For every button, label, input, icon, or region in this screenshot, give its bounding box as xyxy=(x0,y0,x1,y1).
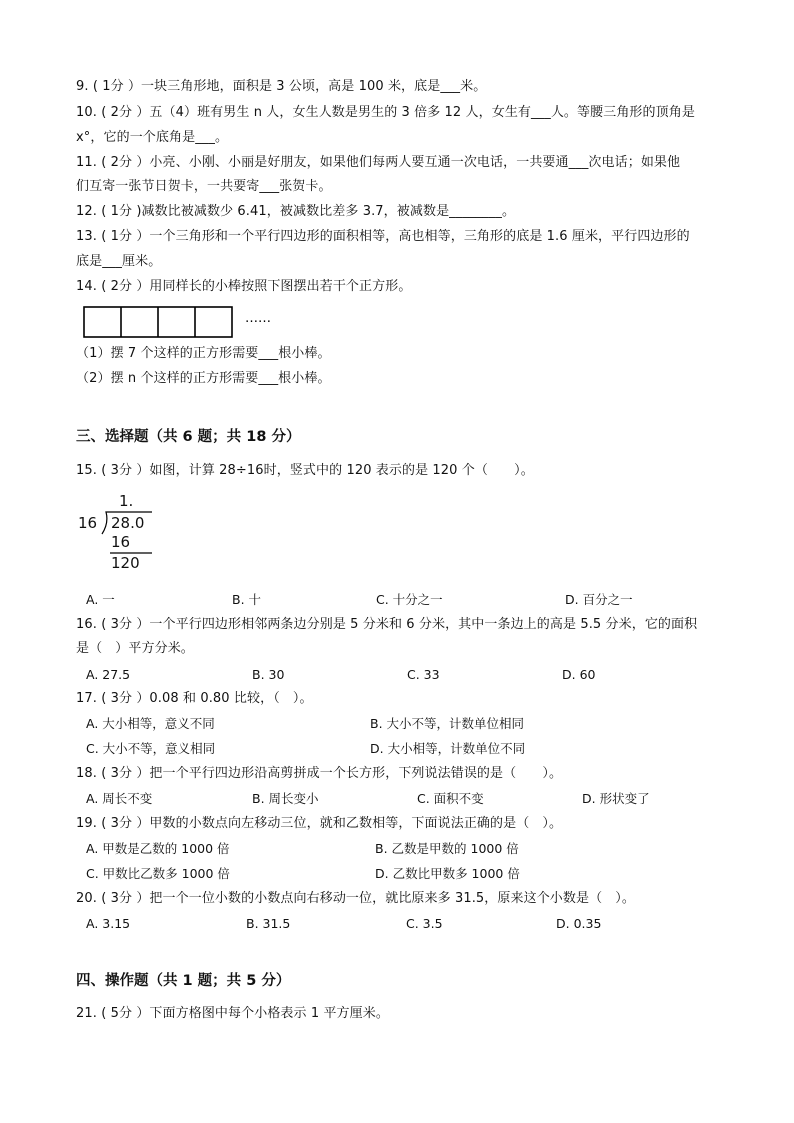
q15-option-b: B. 十 xyxy=(232,592,262,607)
long-division-figure xyxy=(78,492,158,572)
q20-option-d: D. 0.35 xyxy=(556,916,602,931)
question-19: 19. ( 3分 ）甲数的小数点向左移动三位，就和乙数相等，下面说法正确的是（ ）。 xyxy=(76,816,563,831)
q19-option-c: C. 甲数比乙数多 1000 倍 xyxy=(86,866,230,881)
division-divisor: 16 xyxy=(78,514,98,532)
question-18: 18. ( 3分 ）把一个平行四边形沿高剪拼成一个长方形，下列说法错误的是（ ）。 xyxy=(76,766,563,781)
continuation-dots: …… xyxy=(245,311,271,326)
division-product: 16 xyxy=(111,533,131,551)
question-13-line2: 底是___厘米。 xyxy=(76,254,162,269)
q15-option-c: C. 十分之一 xyxy=(376,592,443,607)
q15-option-d: D. 百分之一 xyxy=(565,592,633,607)
section-3-heading: 三、选择题（共 6 题；共 18 分） xyxy=(76,429,301,445)
q16-option-c: C. 33 xyxy=(407,667,440,682)
question-10-line2: x°，它的一个底角是___。 xyxy=(76,130,229,145)
division-quotient: 1. xyxy=(119,492,134,510)
q16-option-b: B. 30 xyxy=(252,667,285,682)
q18-option-b: B. 周长变小 xyxy=(252,791,319,806)
question-9: 9. ( 1分 ）一块三角形地，面积是 3 公顷，高是 100 米，底是___米。 xyxy=(76,79,487,94)
q16-option-a: A. 27.5 xyxy=(86,667,131,682)
q16-option-d: D. 60 xyxy=(562,667,596,682)
question-14: 14. ( 2分 ）用同样长的小棒按照下图摆出若干个正方形。 xyxy=(76,279,412,294)
q15-option-a: A. 一 xyxy=(86,592,115,607)
question-15: 15. ( 3分 ）如图，计算 28÷16时，竖式中的 120 表示的是 120 个（ ）。 xyxy=(76,463,534,478)
division-bracket xyxy=(78,492,158,572)
q20-option-c: C. 3.5 xyxy=(406,916,443,931)
q17-option-c: C. 大小不等，意义相同 xyxy=(86,741,216,756)
question-11-line1: 11. ( 2分 ）小亮、小刚、小丽是好朋友，如果他们每两人要互通一次电话，一共要通___次电话；如果他 xyxy=(76,155,681,170)
q18-option-c: C. 面积不变 xyxy=(417,791,484,806)
q19-option-b: B. 乙数是甲数的 1000 倍 xyxy=(375,841,519,856)
question-16-line2: 是（ ）平方分米。 xyxy=(76,641,194,656)
division-dividend: 28.0 xyxy=(111,514,145,532)
q17-option-a: A. 大小相等，意义不同 xyxy=(86,716,215,731)
q18-option-a: A. 周长不变 xyxy=(86,791,153,806)
q19-option-d: D. 乙数比甲数多 1000 倍 xyxy=(375,866,520,881)
question-20: 20. ( 3分 ）把一个一位小数的小数点向右移动一位，就比原来多 31.5，原来这个小数是（ ）。 xyxy=(76,891,635,906)
q17-option-b: B. 大小不等，计数单位相同 xyxy=(370,716,525,731)
question-13-line1: 13. ( 1分 ）一个三角形和一个平行四边形的面积相等，高也相等，三角形的底是 1.6 厘米，平行四边形的 xyxy=(76,229,690,244)
question-14-sub2: （2）摆 n 个这样的正方形需要___根小棒。 xyxy=(76,371,331,386)
q19-option-a: A. 甲数是乙数的 1000 倍 xyxy=(86,841,230,856)
question-16-line1: 16. ( 3分 ）一个平行四边形相邻两条边分别是 5 分米和 6 分米，其中一条边上的高是 5.5 分米，它的面积 xyxy=(76,617,698,632)
q18-option-d: D. 形状变了 xyxy=(582,791,650,806)
section-4-heading: 四、操作题（共 1 题；共 5 分） xyxy=(76,973,291,989)
stick-squares-figure xyxy=(83,306,283,340)
question-10-line1: 10. ( 2分 ）五（4）班有男生 n 人，女生人数是男生的 3 倍多 12 人，女生有___人。等腰三角形的顶角是 xyxy=(76,105,695,120)
question-17: 17. ( 3分 ）0.08 和 0.80 比较，（ ）。 xyxy=(76,691,313,706)
q20-option-a: A. 3.15 xyxy=(86,916,131,931)
question-14-sub1: （1）摆 7 个这样的正方形需要___根小棒。 xyxy=(76,346,331,361)
question-21: 21. ( 5分 ）下面方格图中每个小格表示 1 平方厘米。 xyxy=(76,1006,389,1021)
division-remainder: 120 xyxy=(111,554,140,572)
q17-option-d: D. 大小相等，计数单位不同 xyxy=(370,741,526,756)
q20-option-b: B. 31.5 xyxy=(246,916,291,931)
question-11-line2: 们互寄一张节日贺卡，一共要寄___张贺卡。 xyxy=(76,179,332,194)
question-12: 12. ( 1分 )减数比被减数少 6.41，被减数比差多 3.7，被减数是________。 xyxy=(76,204,516,219)
